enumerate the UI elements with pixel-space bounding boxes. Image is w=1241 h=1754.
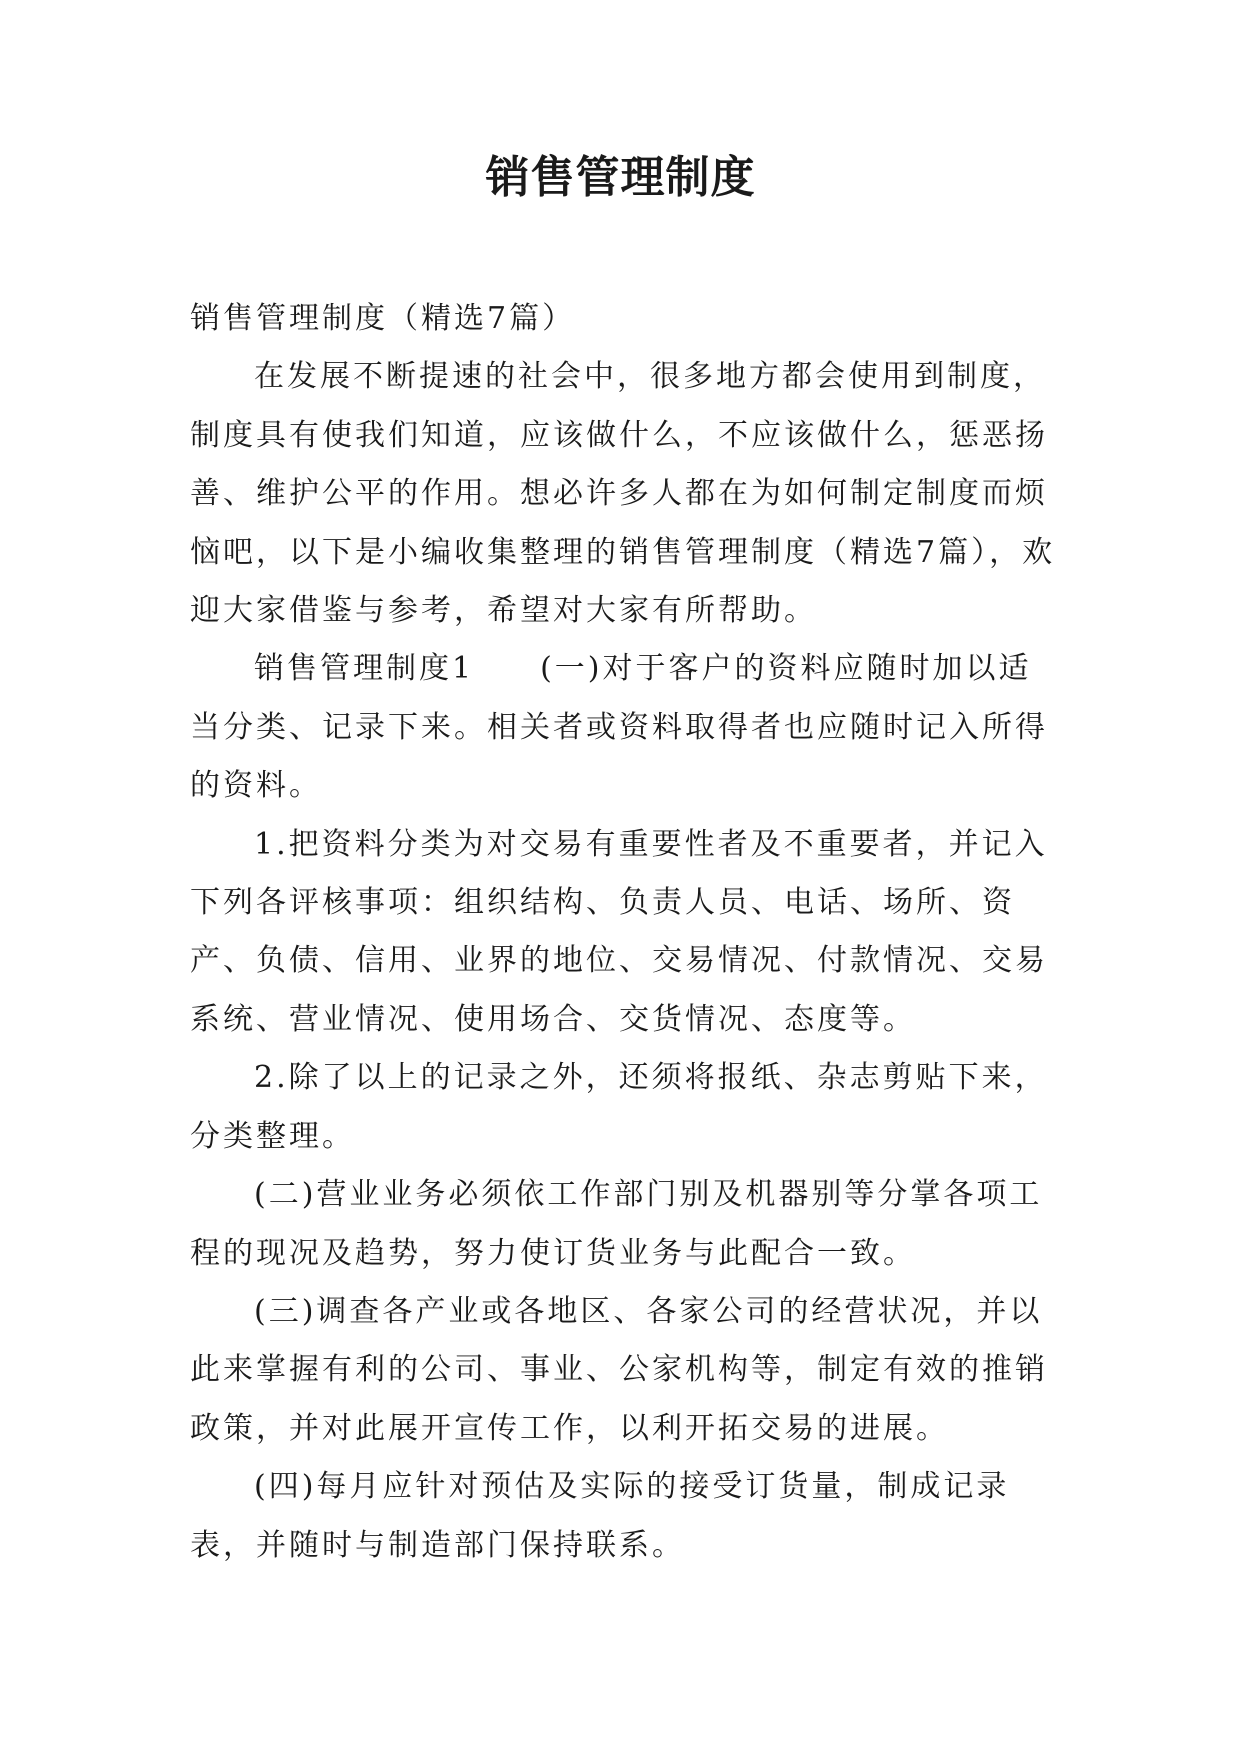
paragraph-subtitle: 销售管理制度（精选7篇） (190, 301, 576, 336)
paragraph-item-1: 1.把资料分类为对交易有重要性者及不重要者，并记入下列各评核事项：组织结构、负责人员、电话、场所、资产、负债、信用、业界的地位、交易情况、付款情况、交易系统、营业情况、使用场合、交货情况、态度等。 (190, 826, 1048, 1037)
paragraph-clause-2: (二)营业业务必须依工作部门别及机器别等分掌各项工程的现况及趋势，努力使订货业务与此配合一致。 (190, 1177, 1043, 1271)
paragraph-clause-3: (三)调查各产业或各地区、各家公司的经营状况，并以此来掌握有利的公司、事业、公家机构等，制定有效的推销政策，并对此展开宣传工作，以利开拓交易的进展。 (190, 1293, 1048, 1446)
paragraph-item-2: 2.除了以上的记录之外，还须将报纸、杂志剪贴下来，分类整理。 (190, 1060, 1048, 1154)
paragraph-clause-4: (四)每月应针对预估及实际的接受订货量，制成记录表，并随时与制造部门保持联系。 (190, 1469, 1010, 1563)
document-body (190, 290, 1060, 1575)
document-title: 销售管理制度 (485, 152, 756, 203)
paragraph-intro: 在发展不断提速的社会中，很多地方都会使用到制度，制度具有使我们知道，应该做什么，不应该做什么，惩恶扬善、维护公平的作用。想必许多人都在为如何制定制度而烦恼吧，以下是小编收集整理的销售管理制度（精选7篇），欢迎大家借鉴与参考，希望对大家有所帮助。 (190, 359, 1056, 629)
paragraph-section-1: 销售管理制度1 (一)对于客户的资料应随时加以适当分类、记录下来。相关者或资料取得者也应随时记入所得的资料。 (190, 651, 1048, 804)
